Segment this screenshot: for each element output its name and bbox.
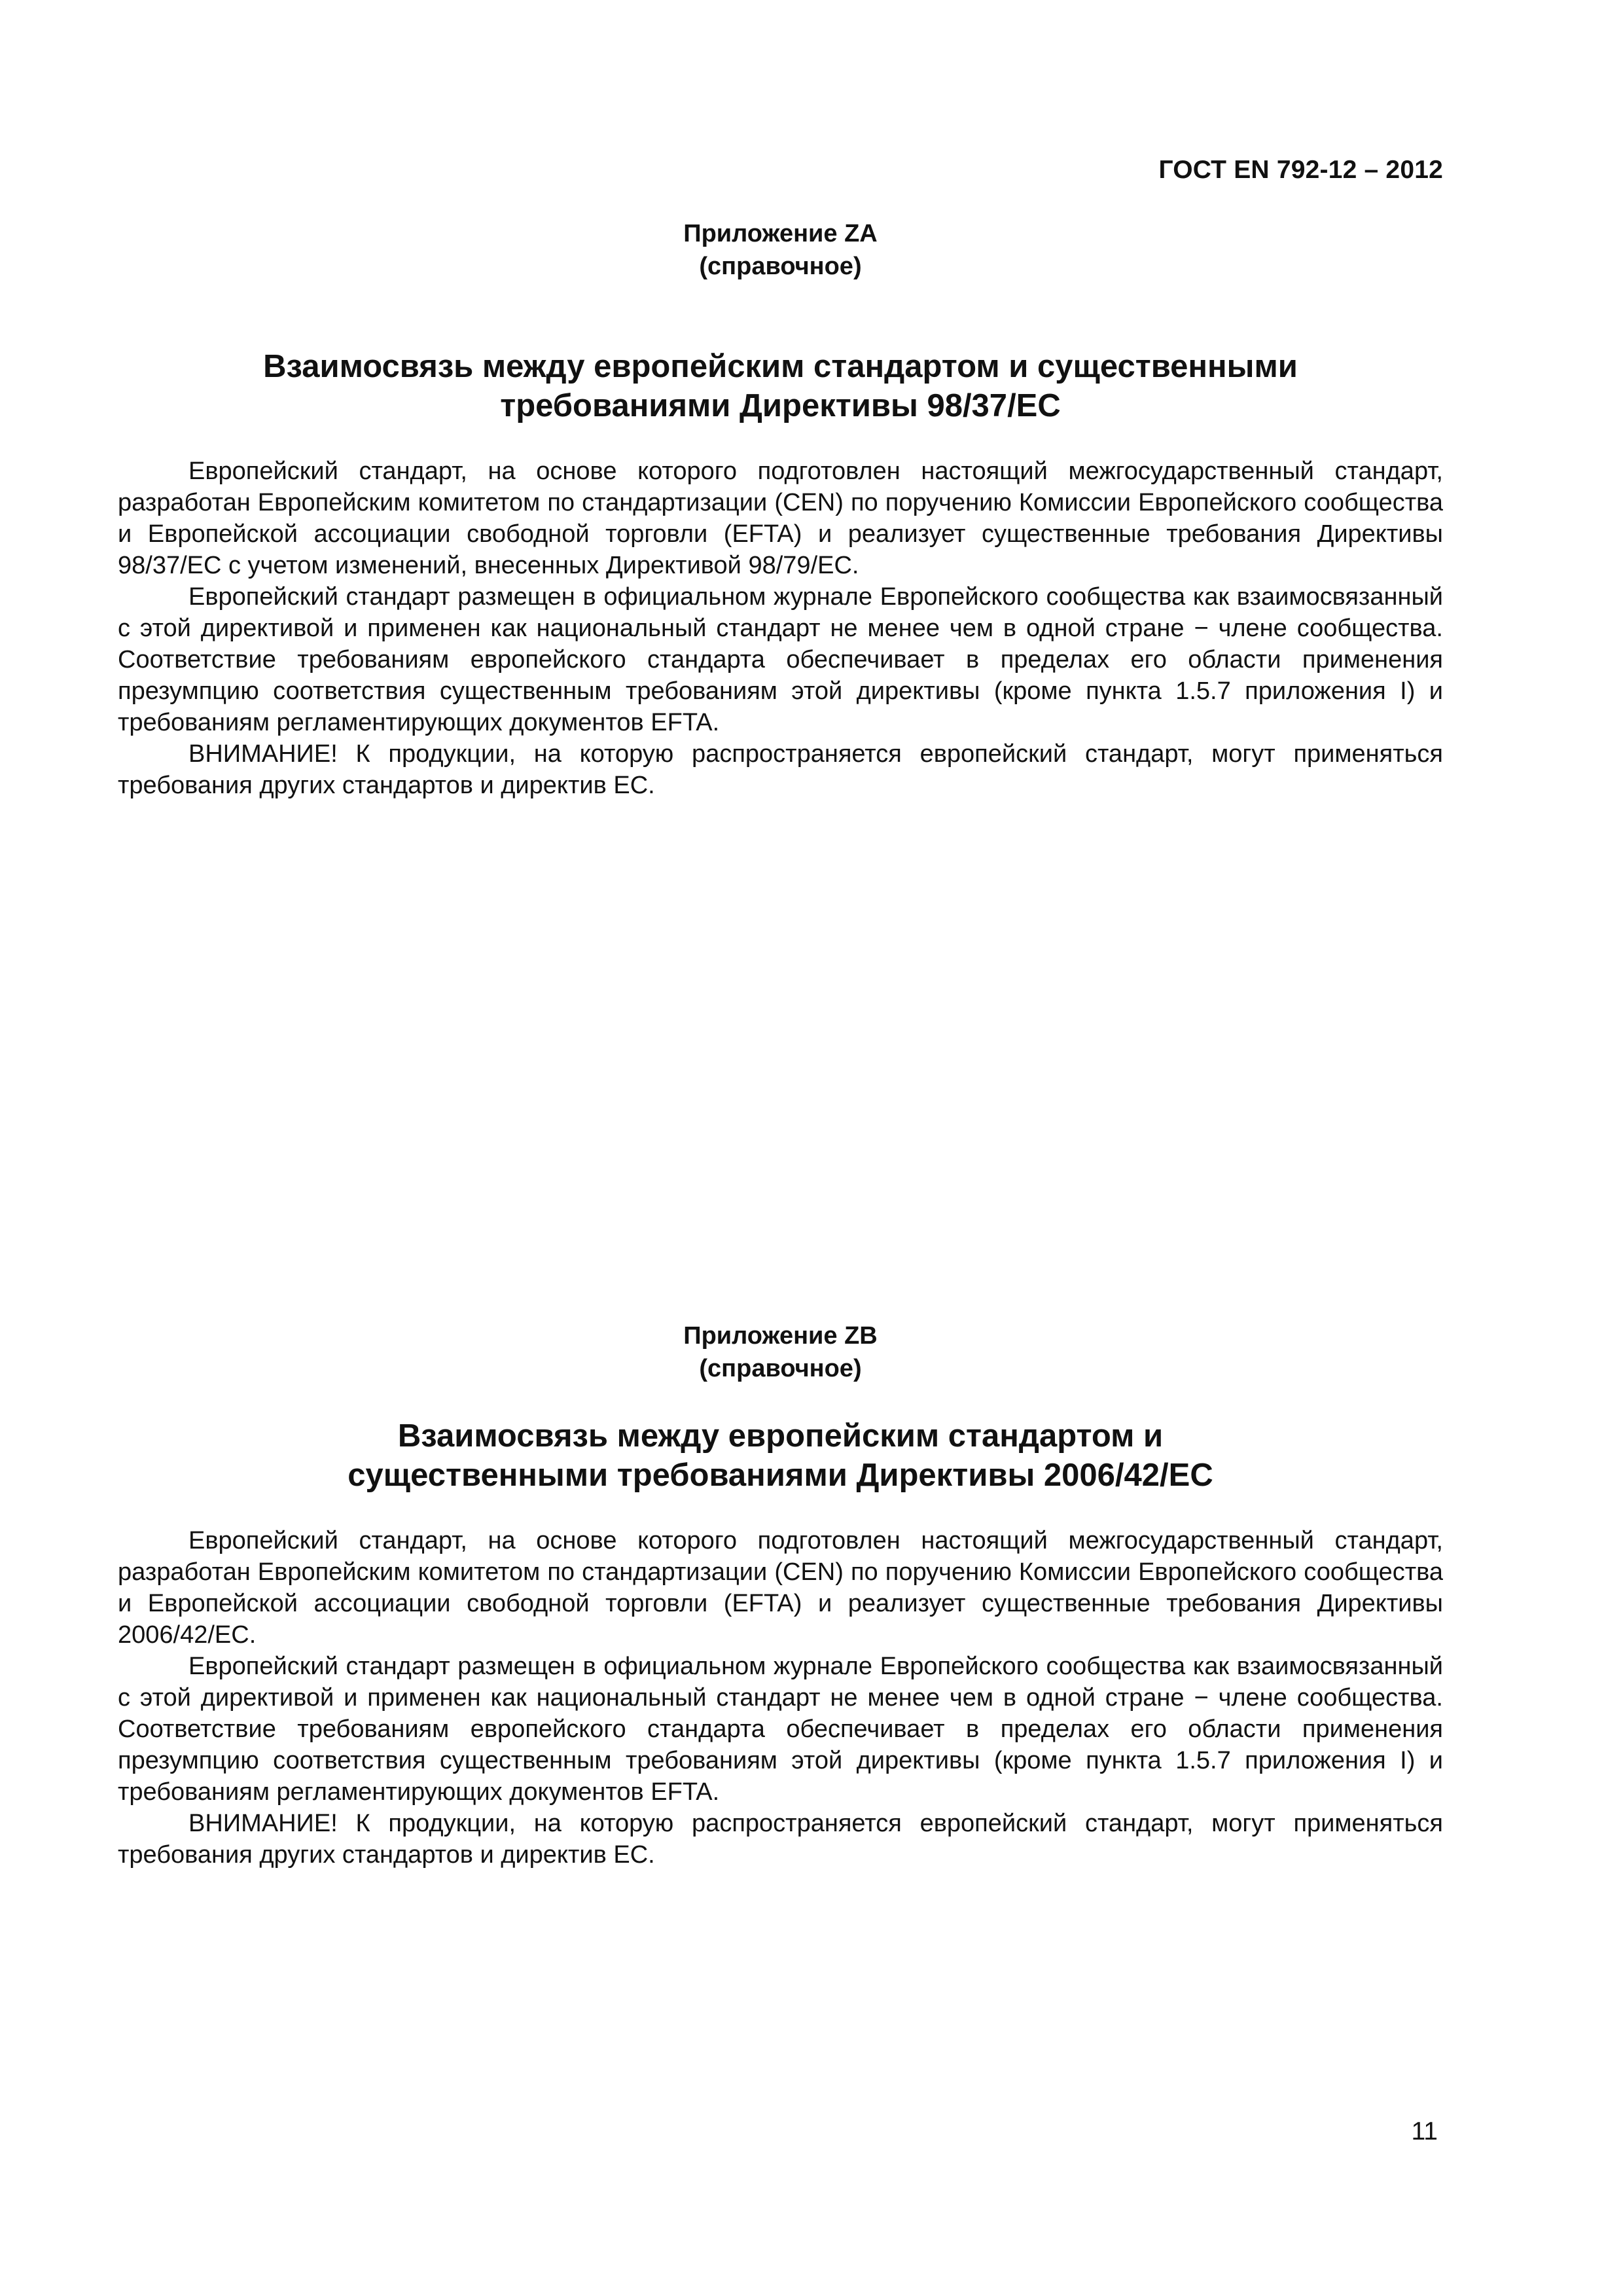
annex-za-sublabel: (справочное) [699,253,862,280]
annex-za-paragraph-2: Европейский стандарт размещен в официальном журнале Европейского сообщества как взаимосвязанный с этой директивой и применен как национальный стандарт не менее чем в одной стране − члене сообщества. Соответствие требованиям европейского стандарта обеспечивает в пределах его области применения презумпцию соответствия существенным требованиям этой директивы (кроме пункта 1.5.7 приложения I) и требованиям регламентирующих документов EFTA. [118,583,1443,736]
annex-za-title-line1: Взаимосвязь между европейским стандартом и существенными [263,349,1298,384]
annex-za-title-line2: требованиями Директивы 98/37/EC [500,388,1061,423]
document-code: ГОСТ EN 792-12 – 2012 [1158,156,1443,184]
annex-zb-title-line2: существенными требованиями Директивы 2006/42/EC [348,1458,1213,1493]
annex-zb-paragraph-3: ВНИМАНИЕ! К продукции, на которую распространяется европейский стандарт, могут применяться требования других стандартов и директив ЕС. [118,1810,1443,1869]
annex-za-paragraph-1: Европейский стандарт, на основе которого подготовлен настоящий межгосударственный стандарт, разработан Европейским комитетом по стандартизации (CEN) по поручению Комиссии Европейского сообщества и Европейской ассоциации свободной торговли (EFTA) и реализует существенные требования Директивы 98/37/EC с учетом изменений, внесенных Директивой 98/79/EC. [118,457,1443,579]
annex-zb-section [118,1319,1443,1871]
annex-za-body [118,456,1443,801]
page-number: 11 [1411,2117,1438,2145]
annex-za-title [118,347,1443,425]
annex-zb-sublabel: (справочное) [699,1355,862,1382]
annex-zb-title-line1: Взаимосвязь между европейским стандартом и [397,1418,1164,1454]
annex-zb-body [118,1525,1443,1871]
annex-za-section [118,217,1443,801]
annex-zb-label: Приложение ZB [683,1322,878,1350]
annex-zb-paragraph-2: Европейский стандарт размещен в официальном журнале Европейского сообщества как взаимосвязанный с этой директивой и применен как национальный стандарт не менее чем в одной стране − члене сообщества. Соответствие требованиям европейского стандарта обеспечивает в пределах его области применения презумпцию соответствия существенным требованиям этой директивы (кроме пункта 1.5.7 приложения I) и требованиям регламентирующих документов EFTA. [118,1653,1443,1806]
annex-zb-title [118,1416,1443,1495]
annex-za-label: Приложение ZA [683,220,878,247]
annex-zb-paragraph-1: Европейский стандарт, на основе которого подготовлен настоящий межгосударственный стандарт, разработан Европейским комитетом по стандартизации (CEN) по поручению Комиссии Европейского сообщества и Европейской ассоциации свободной торговли (EFTA) и реализует существенные требования Директивы 2006/42/EC. [118,1527,1443,1649]
annex-za-paragraph-3: ВНИМАНИЕ! К продукции, на которую распространяется европейский стандарт, могут применяться требования других стандартов и директив ЕС. [118,740,1443,799]
